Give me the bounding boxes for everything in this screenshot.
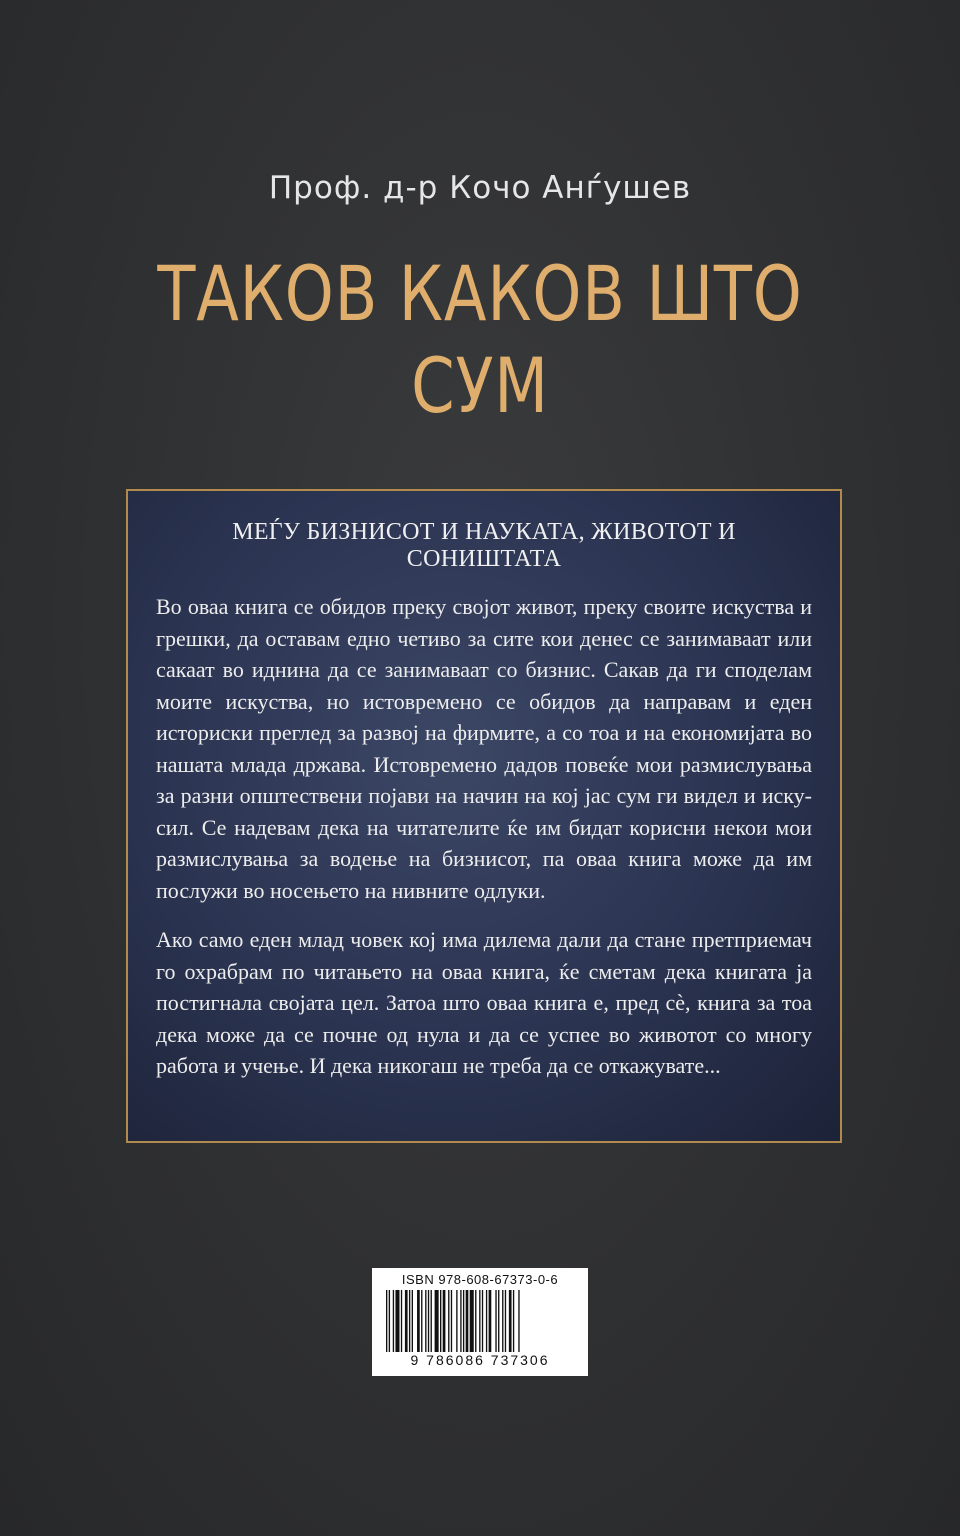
- blurb-box: [126, 489, 842, 1143]
- isbn-barcode: [372, 1268, 588, 1376]
- book-title: ТАКОВ КАКОВ ШТО СУМ: [157, 249, 803, 430]
- author-name: Проф. д-р Кочо Анѓушев: [268, 170, 692, 206]
- blurb-paragraph-2: Ако само еден млад човек кој има дилема дали да стане претприемач го охрабрам по читањето на оваа книга, ќе сметам дека книгата ја постигнала својата цел. Затоа што оваа книга е, пред сè, книга за тоа дека може да се почне од нула и да се успее во животот со многу работа и учење. И дека никогаш не треба да се откажувате...: [156, 927, 812, 1078]
- ean-number: 9 786086 737306: [410, 1352, 550, 1368]
- barcode-bars-icon: [386, 1290, 574, 1352]
- blurb-heading: МЕЃУ БИЗНИСОТ И НАУКАТА, ЖИВОТОТ И СОНИШТАТА: [232, 519, 736, 572]
- blurb-paragraph-1: Во оваа книга се обидов преку својот живот, преку своите искуства и грешки, да оставам едно четиво за сите кои денес се занимаваат или сакаат во иднина да се занимаваат со бизнис. Сакав да ги споделам моите искуства, но истовремено се обидов да направам и еден историски преглед за развој на фирмите, а со тоа и на економијата во нашата млада држава. Истовремено дадов повеќе мои размислувања за разни општествени појави на начин на кој јас сум ги видел и искусил. Се надевам дека на читателите ќе им бидат корисни некои мои размислувања за водење на бизнисот, па оваа книга може да им послужи во носењето на нивните одлуки.: [156, 594, 812, 903]
- isbn-number: ISBN 978-608-67373-0-6: [401, 1272, 559, 1287]
